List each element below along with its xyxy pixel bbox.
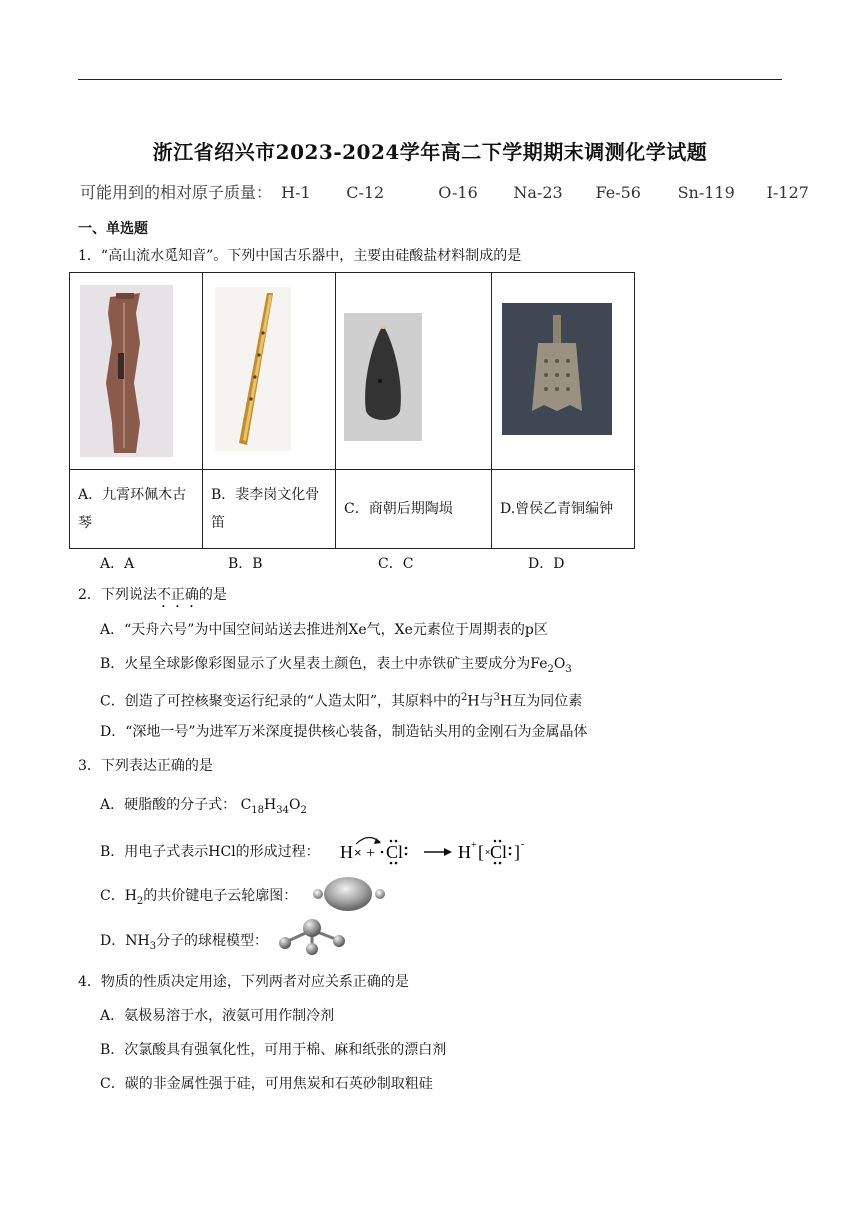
- caption-b: B．裴李岗文化骨笛: [203, 470, 336, 549]
- nh3-ball-stick-model-image: [272, 916, 352, 956]
- hcl-cl: Cl: [386, 842, 404, 862]
- formula-o-sub: 2: [300, 804, 307, 816]
- guqin-image: [70, 273, 202, 465]
- hcl-bracket-close: ]: [514, 842, 520, 862]
- answer-d: D．D: [528, 556, 565, 572]
- caption-c: C．商朝后期陶埙: [336, 470, 492, 549]
- q2-stem-emphasis: 不正确: [156, 587, 199, 603]
- clay-xun-image: [336, 273, 491, 465]
- q2-c-mid: H与: [467, 693, 494, 710]
- hcl-hplus: H: [458, 842, 471, 862]
- image-cell-b: [203, 273, 336, 470]
- q3-c-post: 的共价键电子云轮廓图：: [143, 888, 298, 904]
- answer-b: B．B: [228, 556, 263, 572]
- question-2-stem: [78, 585, 227, 611]
- answer-a: A．A: [100, 556, 135, 572]
- bone-flute-image: [203, 273, 335, 465]
- formula-o: O: [288, 797, 301, 813]
- q3-option-a: [100, 795, 307, 821]
- q3-a-text: A．硬脂酸的分子式：: [100, 797, 237, 813]
- q2-option-c: [100, 688, 582, 712]
- question-1-stem: 1．“高山流水觅知音”。下列中国古乐器中，主要由硅酸盐材料制成的是: [78, 248, 522, 264]
- hcl-bracket-open: [: [478, 842, 484, 862]
- h2-electron-cloud-image: [308, 874, 388, 914]
- atomic-masses-label: 可能用到的相对原子质量：: [80, 183, 273, 202]
- section-heading: 一、单选题: [78, 221, 148, 237]
- q2-b-text: B．火星全球影像彩图显示了火星表土颜色，表土中赤铁矿主要成分为Fe: [100, 656, 548, 672]
- mass-item: O-16: [438, 183, 478, 202]
- q2-c-text: C．创造了可控核聚变运行纪录的“人造太阳”，其原料中的: [100, 693, 462, 710]
- mass-item: C-12: [346, 183, 385, 202]
- question-4-stem: 4．物质的性质决定用途，下列两者对应关系正确的是: [78, 974, 409, 990]
- mass-item: Fe-56: [595, 183, 641, 202]
- answer-c: C．C: [378, 556, 414, 572]
- formula-h: H: [264, 797, 277, 813]
- q4-option-b: B．次氯酸具有强氧化性，可用于棉、麻和纸张的漂白剂: [100, 1042, 447, 1058]
- q3-c-pre: C．H: [100, 888, 137, 904]
- atomic-masses: [80, 180, 809, 203]
- hcl-cl-ion: Cl: [490, 842, 508, 862]
- header-rule: [78, 79, 782, 80]
- q2-option-b: [100, 654, 572, 680]
- q2-c-post: H互为同位素: [500, 693, 583, 710]
- q3-d-pre: D．NH: [100, 933, 150, 949]
- mass-item: I-127: [766, 183, 809, 202]
- mass-item: Na-23: [513, 183, 563, 202]
- q3-option-b: B．用电子式表示HCl的形成过程：: [100, 844, 320, 860]
- q2-stem-suffix: 的是: [198, 587, 227, 603]
- formula-h-sub: 34: [276, 804, 289, 816]
- q2-stem-prefix: 2．下列说法: [78, 587, 157, 603]
- mass-item: Sn-119: [677, 183, 735, 202]
- q2-c-sup1: 2: [461, 692, 468, 703]
- hcl-plus: +: [366, 845, 376, 862]
- image-cell-c: [336, 273, 492, 470]
- q4-option-c: C．碳的非金属性强于硅，可用焦炭和石英砂制取粗硅: [100, 1076, 433, 1092]
- q3-option-c: [100, 886, 297, 912]
- bronze-bell-image: [492, 273, 634, 465]
- image-cell-a: [70, 273, 203, 470]
- instrument-table: [69, 272, 635, 549]
- page-title: 浙江省绍兴市2023-2024学年高二下学期期末调测化学试题: [152, 140, 708, 164]
- image-cell-d: [492, 273, 635, 470]
- mass-item: H-1: [281, 183, 311, 202]
- hcl-h: H: [340, 842, 353, 862]
- stearic-acid-formula: [240, 797, 307, 816]
- q2-option-a: A．“天舟六号”为中国空间站送去推进剂Xe气，Xe元素位于周期表的p区: [100, 622, 548, 638]
- q3-c-sub: 2: [136, 895, 144, 907]
- question-3-stem: 3．下列表达正确的是: [78, 758, 213, 774]
- q2-b-sub2: 3: [565, 663, 572, 675]
- hcl-cross-2: ×: [485, 847, 491, 857]
- hcl-electron-formula: [338, 830, 538, 870]
- hcl-plus-charge: +: [471, 840, 477, 851]
- q2-b-o: O: [553, 656, 566, 672]
- q2-c-sup2: 3: [493, 692, 500, 703]
- formula-c-sub: 18: [251, 804, 265, 816]
- q4-option-a: A．氨极易溶于水，液氨可用作制冷剂: [100, 1008, 335, 1024]
- hcl-minus-charge: -: [521, 839, 525, 850]
- caption-a: A．九霄环佩木古琴: [70, 470, 203, 549]
- q2-b-sub1: 2: [547, 663, 554, 675]
- q2-option-d: D．“深地一号”为进军万米深度提供核心装备，制造钻头用的金刚石为金属晶体: [100, 724, 588, 740]
- formula-c: C: [240, 797, 252, 813]
- q3-d-sub: 3: [149, 940, 157, 952]
- hcl-cross: ×: [354, 845, 362, 860]
- q3-option-d: [100, 931, 268, 957]
- caption-d: D.曾侯乙青铜编钟: [492, 470, 635, 549]
- q3-d-post: 分子的球棍模型：: [156, 933, 269, 949]
